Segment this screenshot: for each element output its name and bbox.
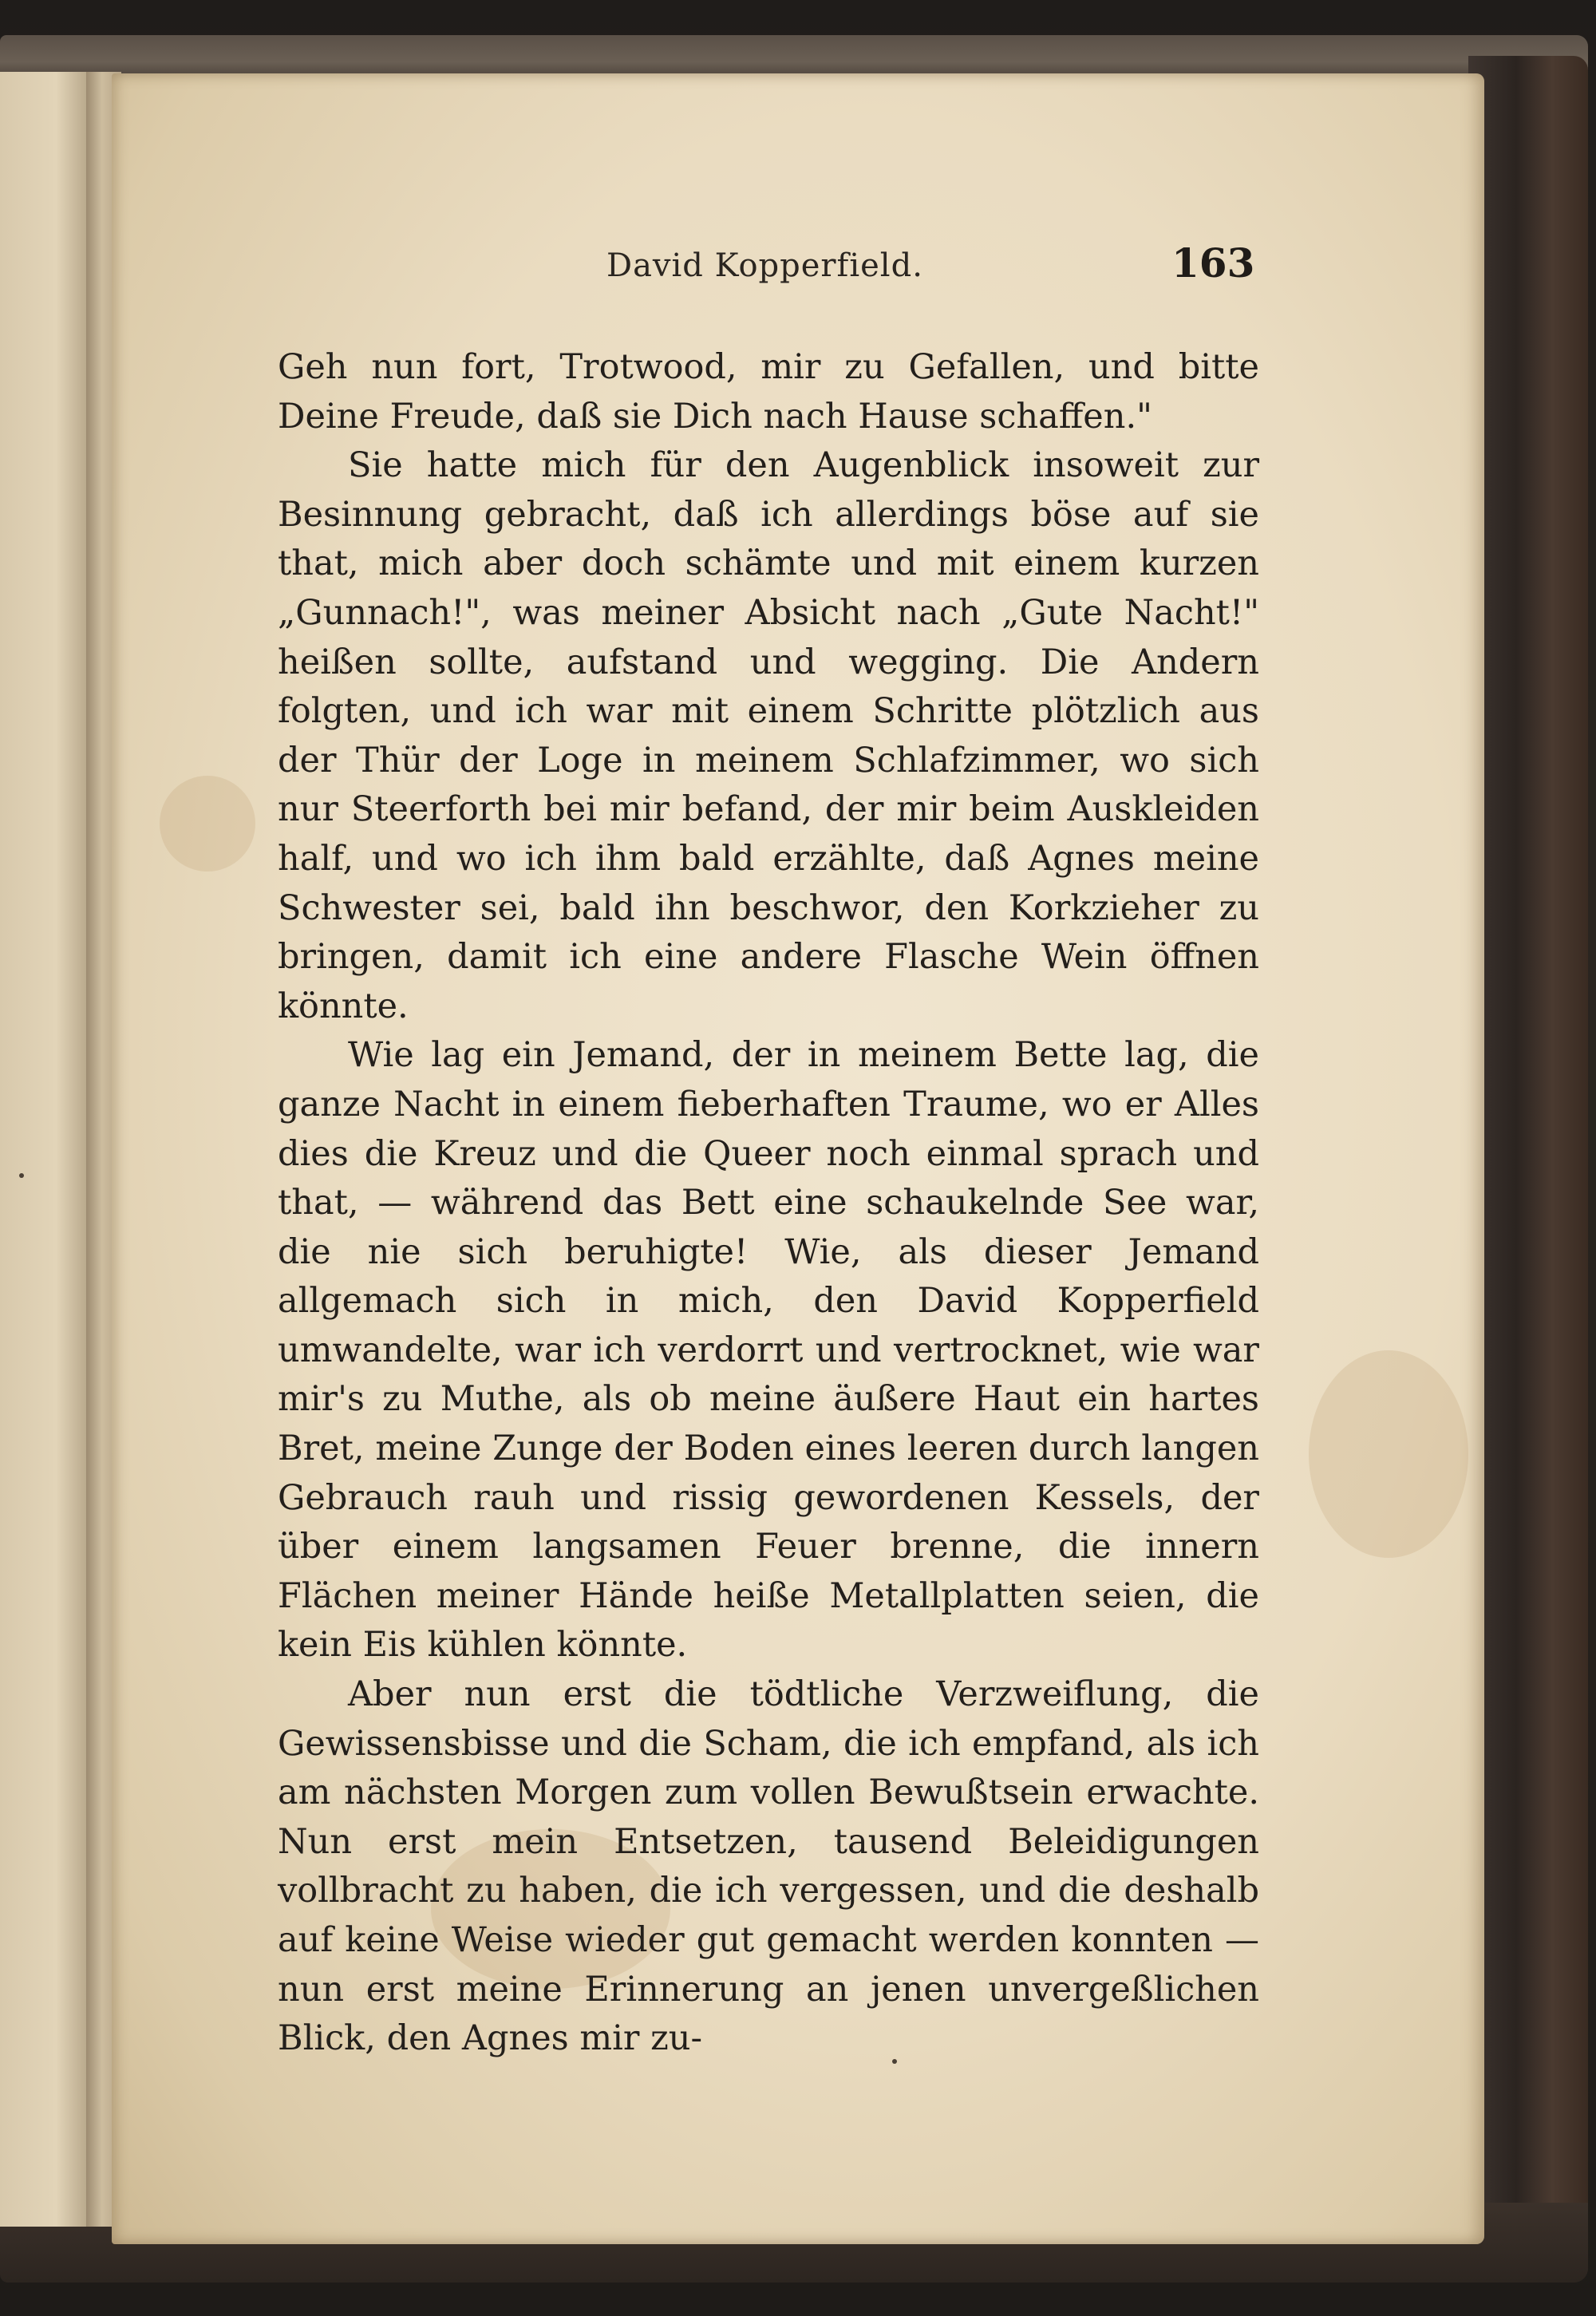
paragraph: Sie hatte mich für den Augenblick insoweit zur Besinnung gebracht, daß ich allerdings böse auf sie that, mich aber doch schämte und mit einem kurzen „Gunnach!", was meiner Absicht nach „Gute Nacht!" heißen sollte, aufstand und wegging. Die Andern folgten, und ich war mit einem Schritte plötzlich aus der Thür der Loge in meinem Schlafzimmer, wo sich nur Steerforth bei mir befand, der mir beim Auskleiden half, und wo ich ihm bald erzählte, daß Agnes meine Schwester sei, bald ihn beschwor, den Korkzieher zu bringen, damit ich eine andere Flasche Wein öffnen könnte. <box>278 445 1259 1026</box>
print-speck <box>19 1173 24 1178</box>
book-cover-right-edge <box>1468 56 1588 2282</box>
paragraph: Aber nun erst die tödtliche Verzweiflung, die Gewissensbisse und die Scham, die ich empfand, als ich am nächsten Morgen zum vollen Bewußtsein erwachte. Nun erst mein Entsetzen, tausend Beleidigungen vollbracht zu haben, die ich vergessen, und die deshalb auf keine Weise wieder gut gemacht werden konnten — nun erst meine Erinnerung an jenen unvergeßlichen Blick, den Agnes mir zu- <box>278 1674 1259 2059</box>
paragraph: Wie lag ein Jemand, der in meinem Bette lag, die ganze Nacht in einem fieberhaften Traume, wo er Alles dies die Kreuz und die Queer noch einmal sprach und that, — während das Bett eine schaukelnde See war, die nie sich beruhigte! Wie, als dieser Jemand allgemach sich in mich, den David Kopperfield umwandelte, war ich verdorrt und vertrocknet, wie war mir's zu Muthe, als ob meine äußere Haut ein hartes Bret, meine Zunge der Boden eines leeren durch langen Gebrauch rauh und rissig gewordenen Kessels, der über einem langsamen Feuer brenne, die innern Flächen meiner Hände heiße Metallplatten seien, die kein Eis kühlen könnte. <box>278 1035 1259 1666</box>
body-text <box>278 343 1259 2064</box>
print-speck <box>892 2059 897 2064</box>
paragraph: Geh nun fort, Trotwood, mir zu Gefallen, und bitte Deine Freude, daß sie Dich nach Hause schaffen." <box>278 347 1259 437</box>
page-stain <box>160 776 255 871</box>
page-stain <box>1309 1350 1468 1558</box>
page-number: 163 <box>1171 239 1255 287</box>
running-header: David Kopperfield. <box>606 247 923 284</box>
